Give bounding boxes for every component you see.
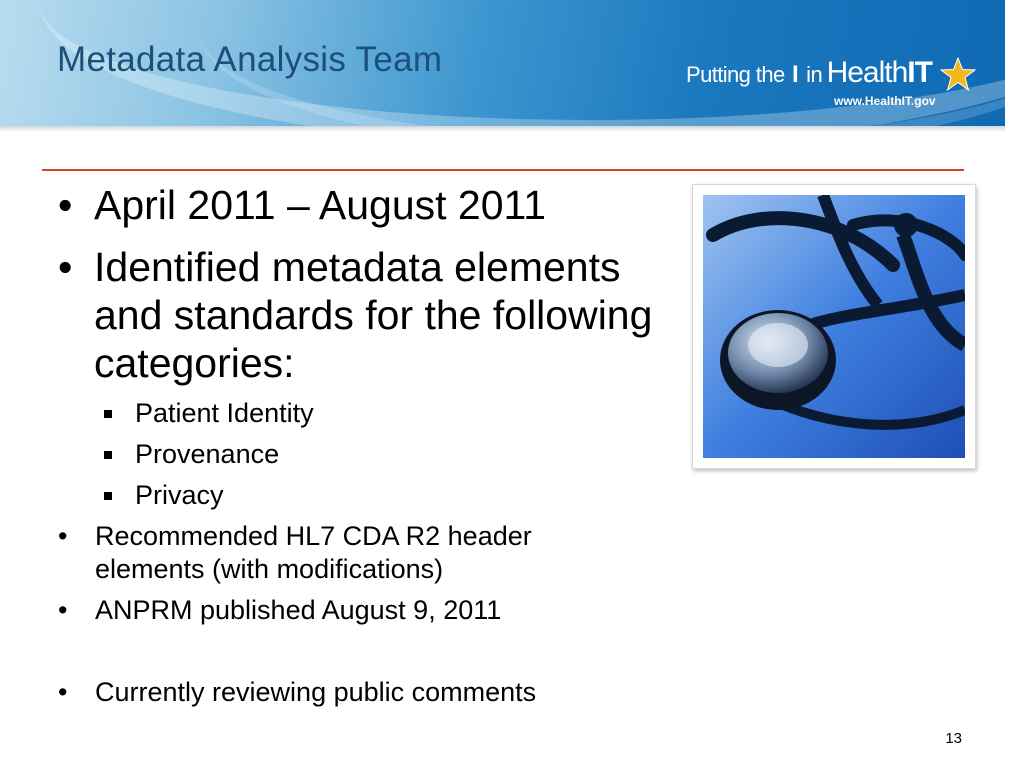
sub-bullet-text: Privacy [135, 480, 224, 510]
logo-wordmark [686, 56, 932, 90]
healthit-logo [686, 56, 981, 116]
page-number: 13 [945, 730, 962, 747]
slide-title: Metadata Analysis Team [57, 40, 443, 79]
logo-middle: in [806, 62, 823, 87]
bullet-text: categories: [94, 340, 295, 386]
bullet-text: elements (with modifications) [95, 554, 444, 584]
bullet-text: April 2011 – August 2011 [94, 182, 547, 228]
bullet-marker: • [58, 595, 68, 625]
square-bullet-marker [104, 451, 112, 459]
logo-brand: Health [826, 56, 908, 89]
logo-letter-i: I [792, 61, 799, 88]
bullet-text: and standards for the following [94, 292, 653, 338]
stethoscope-image [703, 195, 965, 458]
bullet-marker: • [58, 182, 73, 228]
square-bullet-marker [104, 410, 112, 418]
bullet-text: Currently reviewing public comments [95, 677, 537, 707]
bullet-text: ANPRM published August 9, 2011 [95, 595, 502, 625]
bullet-marker: • [58, 244, 73, 290]
stethoscope-photo [692, 184, 976, 469]
square-bullet-marker [104, 492, 112, 500]
title-divider [42, 169, 964, 171]
star-icon [940, 57, 976, 91]
bullet-text: Identified metadata elements [94, 244, 621, 290]
bullet-marker: • [58, 677, 68, 707]
sub-bullet-text: Patient Identity [135, 398, 314, 428]
bullet-marker: • [58, 521, 68, 551]
banner-shadow [0, 126, 1005, 132]
logo-url: www.HealthIT.gov [834, 94, 936, 108]
sub-bullet-text: Provenance [135, 439, 280, 469]
bullet-text: Recommended HL7 CDA R2 header [95, 521, 532, 551]
logo-prefix: Putting the [686, 62, 785, 87]
logo-brand-bold: IT [907, 56, 932, 89]
